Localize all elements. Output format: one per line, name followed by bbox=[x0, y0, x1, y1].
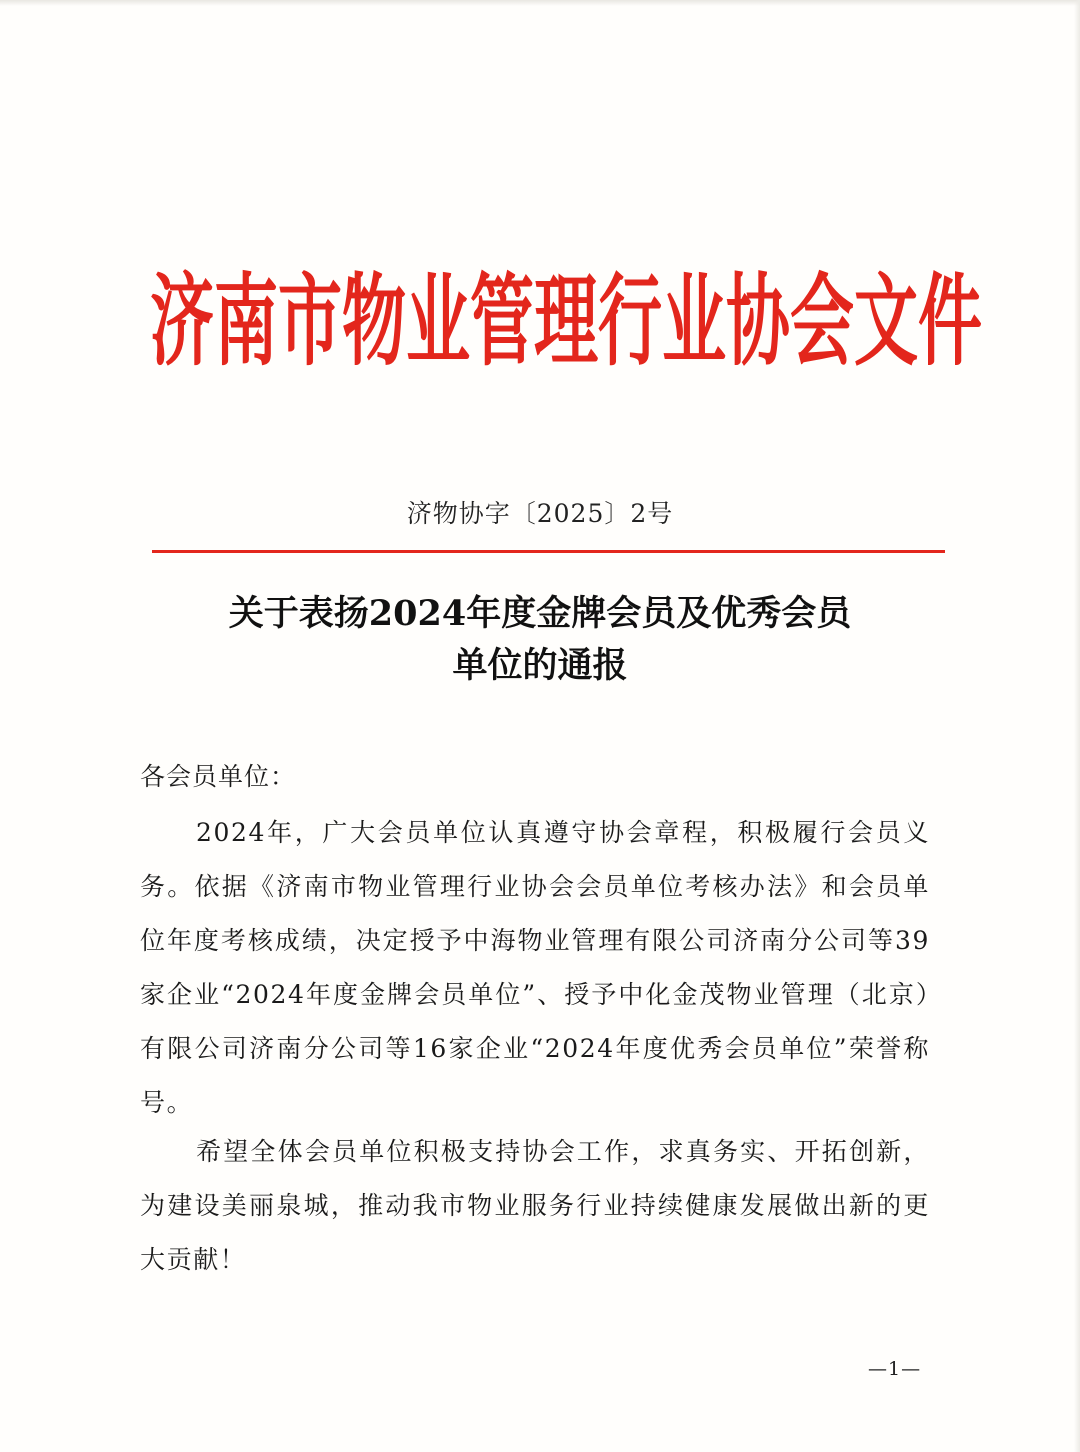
salutation: 各会员单位： bbox=[140, 762, 297, 791]
body-paragraph-1: 2024年，广大会员单位认真遵守协会章程，积极履行会员义务。依据《济南市物业管理行业协会会员单位考核办法》和会员单位年度考核成绩，决定授予中海物业管理有限公司济南分公司等39家企业“2024年度金牌会员单位”、授予中化金茂物业管理（北京）有限公司济南分公司等16家企业“2024年度优秀会员单位”荣誉称号。 bbox=[140, 818, 930, 1117]
document-number: 济物协字〔2025〕2号 bbox=[406, 499, 674, 528]
red-divider bbox=[152, 550, 945, 553]
scan-edge bbox=[1074, 0, 1080, 1452]
scan-edge bbox=[0, 0, 1080, 6]
title-line-1: 关于表扬2024年度金牌会员及优秀会员 bbox=[228, 593, 852, 634]
page-number: —1— bbox=[868, 1358, 922, 1380]
body-paragraph-2: 希望全体会员单位积极支持协会工作，求真务实、开拓创新，为建设美丽泉城，推动我市物业服务行业持续健康发展做出新的更大贡献！ bbox=[140, 1137, 930, 1274]
title-line-2: 单位的通报 bbox=[452, 645, 628, 686]
issuer-header: 济南市物业管理行业协会文件 bbox=[150, 264, 982, 381]
document-title bbox=[0, 588, 1080, 692]
